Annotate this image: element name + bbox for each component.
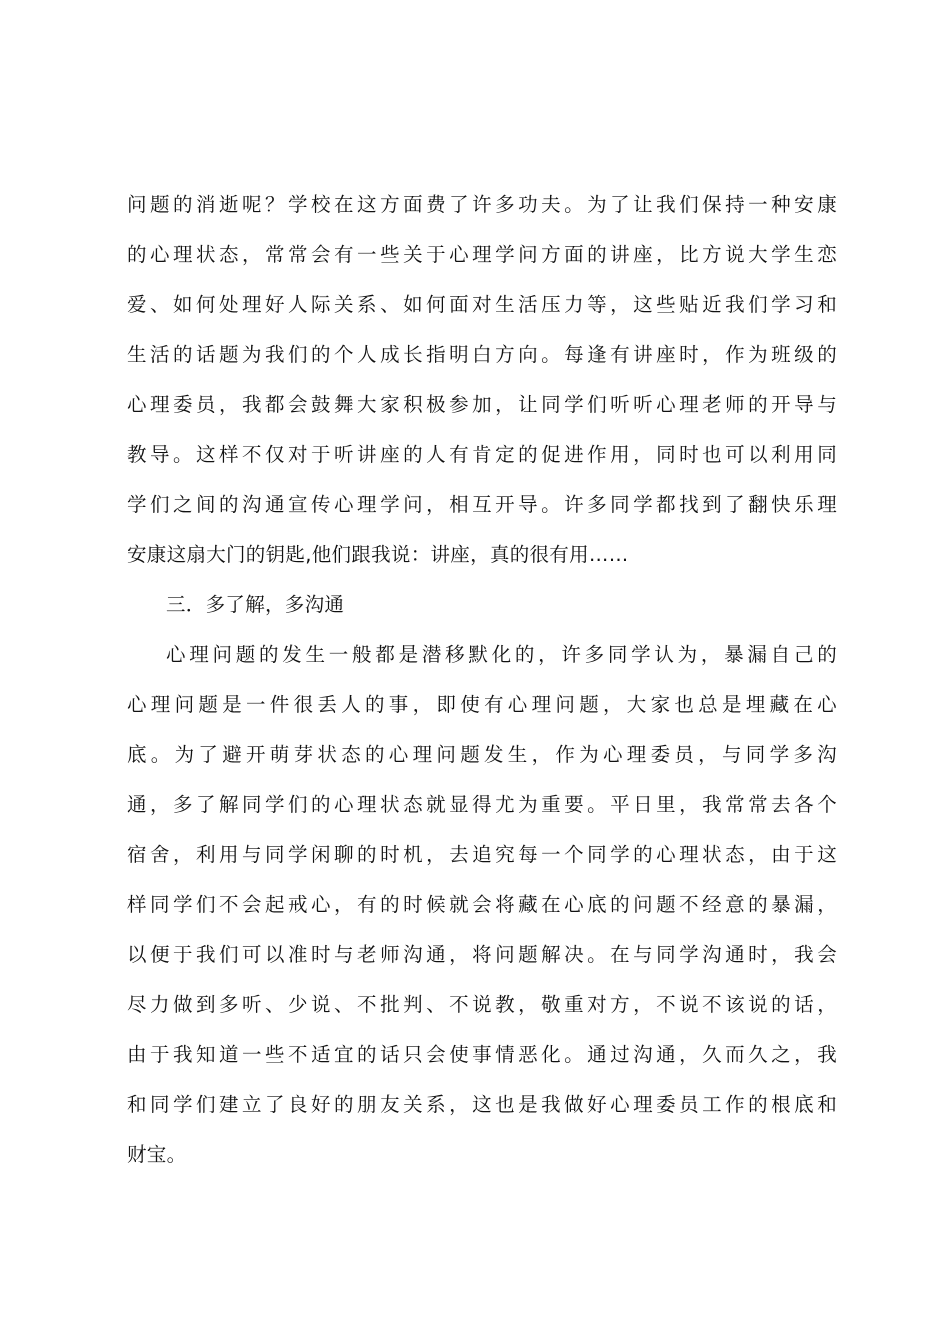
paragraph-line: 安康这扇大门的钥匙,他们跟我说：讲座，真的很有用……: [127, 543, 629, 566]
paragraph-line: 财宝。: [127, 1143, 187, 1166]
paragraph-line: 底。为了避开萌芽状态的心理问题发生，作为心理委员，与同学多沟: [127, 743, 837, 766]
paragraph-line: 通，多了解同学们的心理状态就显得尤为重要。平日里，我常常去各个: [127, 793, 837, 816]
paragraph-line: 由于我知道一些不适宜的话只会使事情恶化。通过沟通，久而久之，我: [127, 1043, 837, 1066]
paragraph-line: 和同学们建立了良好的朋友关系，这也是我做好心理委员工作的根底和: [127, 1093, 837, 1116]
paragraph-line: 学们之间的沟通宣传心理学问，相互开导。许多同学都找到了翻快乐理: [127, 493, 837, 516]
paragraph-line: 心理委员，我都会鼓舞大家积极参加，让同学们听听心理老师的开导与: [127, 393, 837, 416]
paragraph-line: 教导。这样不仅对于听讲座的人有肯定的促进作用，同时也可以利用同: [127, 443, 837, 466]
paragraph-line: 尽力做到多听、少说、不批判、不说教，敬重对方，不说不该说的话，: [127, 993, 837, 1016]
paragraph-line: 心理问题的发生一般都是潜移默化的，许多同学认为，暴漏自己的: [166, 643, 837, 666]
paragraph-line: 样同学们不会起戒心，有的时候就会将藏在心底的问题不经意的暴漏，: [127, 893, 837, 916]
section-heading: 三．多了解，多沟通: [166, 593, 345, 616]
paragraph-line: 以便于我们可以准时与老师沟通，将问题解决。在与同学沟通时，我会: [127, 943, 837, 966]
paragraph-line: 爱、如何处理好人际关系、如何面对生活压力等，这些贴近我们学习和: [127, 293, 837, 316]
paragraph-line: 生活的话题为我们的个人成长指明白方向。每逢有讲座时，作为班级的: [127, 343, 837, 366]
paragraph-line: 的心理状态，常常会有一些关于心理学问方面的讲座，比方说大学生恋: [127, 243, 837, 266]
paragraph-line: 问题的消逝呢？学校在这方面费了许多功夫。为了让我们保持一种安康: [127, 193, 837, 216]
paragraph-line: 宿舍，利用与同学闲聊的时机，去追究每一个同学的心理状态，由于这: [127, 843, 837, 866]
paragraph-line: 心理问题是一件很丢人的事，即使有心理问题，大家也总是埋藏在心: [127, 693, 837, 716]
